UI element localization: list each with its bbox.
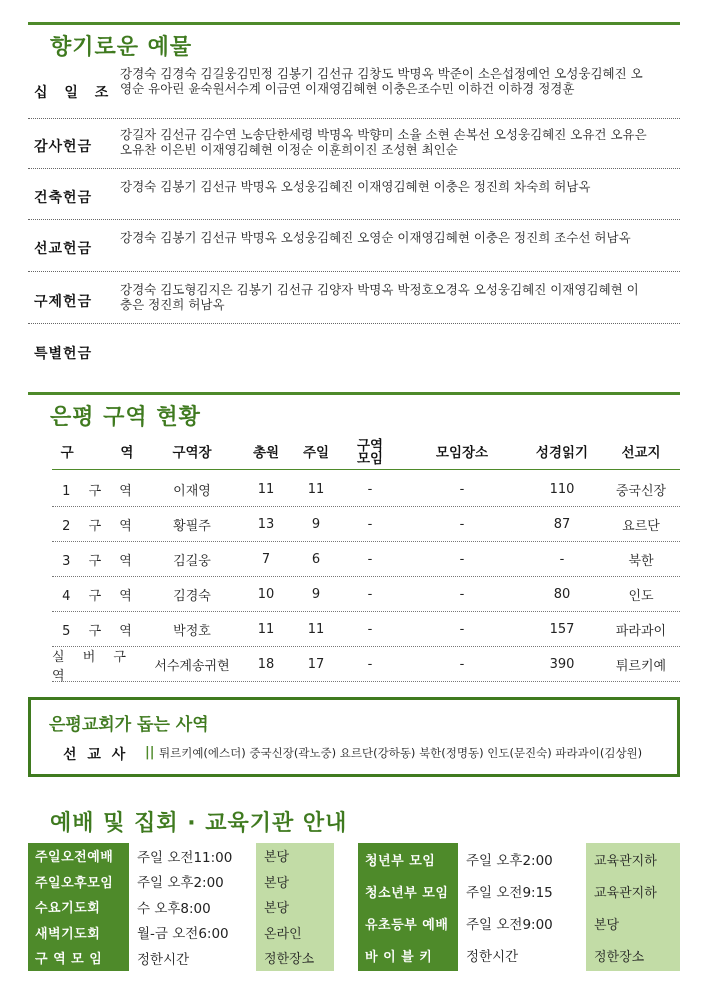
schedule-row bbox=[358, 875, 680, 907]
schedule-time: 수 오후8:00 bbox=[129, 894, 256, 920]
schedule-place: 교육관지하 bbox=[586, 843, 680, 875]
schedule-row bbox=[358, 843, 680, 875]
district-row bbox=[52, 472, 680, 507]
offering-names: 강경숙 김도형김지은 김봉기 김선규 김양자 박명옥 박정호오경옥 오성웅김혜진 이재영김혜현 이충은 정진희 허남옥 bbox=[120, 282, 639, 312]
district-total: 11 bbox=[257, 622, 275, 637]
offering-row-building bbox=[28, 169, 680, 220]
offering-names: 강경숙 김봉기 김선규 박명옥 오성웅김혜진 오영순 이재영김혜현 이충은 정진희 조수선 허남옥 bbox=[120, 230, 631, 245]
schedule-row bbox=[28, 869, 334, 895]
district-place: - bbox=[459, 622, 465, 637]
offering-label: 특별헌금 bbox=[34, 346, 93, 362]
district-name: 3 구 역 bbox=[62, 554, 132, 569]
schedule-name: 유초등부 예배 bbox=[358, 907, 458, 939]
district-sunday: 6 bbox=[311, 552, 321, 567]
district-sunday: 17 bbox=[307, 657, 325, 672]
district-mission-field: 인도 bbox=[628, 589, 654, 604]
col-district: 구 역 bbox=[60, 444, 134, 461]
schedule-place: 본당 bbox=[256, 894, 334, 920]
schedule-right bbox=[358, 843, 680, 970]
district-bible: 80 bbox=[553, 587, 571, 602]
schedule-name: 수요기도회 bbox=[28, 894, 129, 920]
schedule-time: 정한시간 bbox=[458, 939, 586, 971]
district-total: 18 bbox=[257, 657, 275, 672]
offering-names: 강경숙 김봉기 김선규 박명옥 오성웅김혜진 이재영김혜현 이충은 정진희 차숙희 허남옥 bbox=[120, 179, 591, 194]
district-sunday: 11 bbox=[307, 482, 325, 497]
col-place: 모임장소 bbox=[435, 444, 489, 461]
district-place: - bbox=[459, 552, 465, 567]
district-meeting: - bbox=[367, 482, 373, 497]
district-total: 13 bbox=[257, 517, 275, 532]
top-rule bbox=[28, 22, 680, 25]
schedule-left bbox=[28, 843, 334, 970]
districts-title: 은평 구역 현황 bbox=[50, 405, 201, 430]
district-row bbox=[52, 542, 680, 577]
district-bible: 157 bbox=[549, 622, 575, 637]
col-mission-field: 선교지 bbox=[621, 444, 661, 461]
schedule-place: 정한장소 bbox=[586, 939, 680, 971]
district-meeting: - bbox=[367, 517, 373, 532]
district-mission-field: 북한 bbox=[628, 554, 654, 569]
district-sunday: 9 bbox=[311, 517, 321, 532]
district-row bbox=[52, 577, 680, 612]
district-table-header bbox=[52, 436, 680, 470]
schedule-time: 주일 오후2:00 bbox=[129, 869, 256, 895]
district-name: 4 구 역 bbox=[62, 589, 132, 604]
district-leader: 서수계송귀현 bbox=[154, 659, 230, 674]
district-row bbox=[52, 647, 680, 682]
district-place: - bbox=[459, 517, 465, 532]
district-sunday: 9 bbox=[311, 587, 321, 602]
offering-row-mission bbox=[28, 220, 680, 272]
district-place: - bbox=[459, 587, 465, 602]
district-total: 7 bbox=[261, 552, 271, 567]
schedule-time: 주일 오전9:00 bbox=[458, 907, 586, 939]
schedule-row bbox=[358, 939, 680, 971]
district-leader: 김경숙 bbox=[173, 589, 211, 604]
district-place: - bbox=[459, 482, 465, 497]
missionary-list: 튀르키예(에스더) 중국신장(곽노중) 요르단(강하동) 북한(정명동) 인도(문진숙) 파라과이(김상원) bbox=[159, 746, 643, 760]
schedule-row bbox=[28, 843, 334, 869]
col-total: 총원 bbox=[252, 444, 280, 461]
district-bible: 87 bbox=[553, 517, 571, 532]
district-leader: 김길웅 bbox=[173, 554, 211, 569]
offering-label: 선교헌금 bbox=[34, 241, 93, 257]
schedule-name: 주일오전예배 bbox=[28, 843, 129, 869]
schedule-row bbox=[28, 894, 334, 920]
schedule-time: 주일 오후2:00 bbox=[458, 843, 586, 875]
schedule-place: 본당 bbox=[256, 869, 334, 895]
district-name: 5 구 역 bbox=[62, 624, 132, 639]
mission-box bbox=[28, 697, 680, 777]
schedule-row bbox=[358, 907, 680, 939]
district-total: 11 bbox=[257, 482, 275, 497]
schedule-time: 월-금 오전6:00 bbox=[129, 920, 256, 946]
offering-label: 감사헌금 bbox=[34, 139, 93, 155]
district-name: 2 구 역 bbox=[62, 519, 132, 534]
district-meeting: - bbox=[367, 657, 373, 672]
schedule-name: 청소년부 모임 bbox=[358, 875, 458, 907]
schedule-place: 온라인 bbox=[256, 920, 334, 946]
offering-label: 건축헌금 bbox=[34, 190, 93, 206]
schedule-name: 구 역 모 임 bbox=[28, 945, 129, 971]
schedule-place: 본당 bbox=[256, 843, 334, 869]
schedule-row bbox=[28, 920, 334, 946]
district-rule bbox=[28, 392, 680, 395]
district-meeting: - bbox=[367, 552, 373, 567]
schedule-name: 새벽기도회 bbox=[28, 920, 129, 946]
col-bible: 성경읽기 bbox=[535, 444, 589, 461]
district-total: 10 bbox=[257, 587, 275, 602]
col-meeting: 구역 모임 bbox=[356, 438, 384, 467]
schedule-time: 주일 오전11:00 bbox=[129, 843, 256, 869]
offering-label: 구제헌금 bbox=[34, 294, 93, 310]
district-leader: 황필주 bbox=[173, 519, 211, 534]
offering-names: 강경숙 김경숙 김길웅김민정 김봉기 김선규 김창도 박명옥 박준이 소은섭정예언 오성웅김혜진 오영순 유아린 윤숙원서수계 이금연 이재영김혜현 이충은조수민 이하건 이하경 정경훈 bbox=[120, 66, 643, 96]
schedule-place: 교육관지하 bbox=[586, 875, 680, 907]
offering-names: 강길자 김선규 김수연 노송단한세령 박명옥 박향미 소율 소현 손복선 오성웅김혜진 오유건 오유은 오유찬 이은빈 이재영김혜현 이정순 이훈희이진 조성현 최인순 bbox=[120, 127, 647, 157]
schedule-name: 청년부 모임 bbox=[358, 843, 458, 875]
schedule-place: 정한장소 bbox=[256, 945, 334, 971]
missionary-label: 선 교 사 bbox=[63, 747, 129, 763]
schedule-name: 바 이 블 키 bbox=[358, 939, 458, 971]
district-leader: 이재영 bbox=[173, 484, 211, 499]
schedule-time: 정한시간 bbox=[129, 945, 256, 971]
mission-title: 은평교회가 돕는 사역 bbox=[49, 715, 209, 735]
district-row bbox=[52, 507, 680, 542]
col-leader: 구역장 bbox=[172, 444, 212, 461]
district-name: 1 구 역 bbox=[62, 484, 132, 499]
missionary-separator: || bbox=[145, 745, 155, 760]
schedule-place: 본당 bbox=[586, 907, 680, 939]
district-row bbox=[52, 612, 680, 647]
offering-label: 십 일 조 bbox=[34, 85, 115, 101]
district-bible: 390 bbox=[549, 657, 575, 672]
district-bible: 110 bbox=[549, 482, 575, 497]
schedule-row bbox=[28, 945, 334, 971]
schedule-time: 주일 오전9:15 bbox=[458, 875, 586, 907]
district-meeting: - bbox=[367, 622, 373, 637]
district-mission-field: 파라과이 bbox=[615, 624, 667, 639]
district-mission-field: 중국신장 bbox=[615, 484, 667, 499]
district-leader: 박정호 bbox=[173, 624, 211, 639]
district-meeting: - bbox=[367, 587, 373, 602]
schedule-name: 주일오후모임 bbox=[28, 869, 129, 895]
district-bible: - bbox=[559, 552, 565, 567]
district-mission-field: 튀르키예 bbox=[615, 659, 667, 674]
district-place: - bbox=[459, 657, 465, 672]
district-name: 실 버 구 역 bbox=[52, 649, 126, 684]
district-sunday: 11 bbox=[307, 622, 325, 637]
col-sunday: 주일 bbox=[302, 444, 330, 461]
district-mission-field: 요르단 bbox=[622, 519, 660, 534]
offerings-title: 향기로운 예물 bbox=[50, 35, 193, 60]
schedule-title: 예배 및 집회 · 교육기관 안내 bbox=[50, 811, 348, 836]
